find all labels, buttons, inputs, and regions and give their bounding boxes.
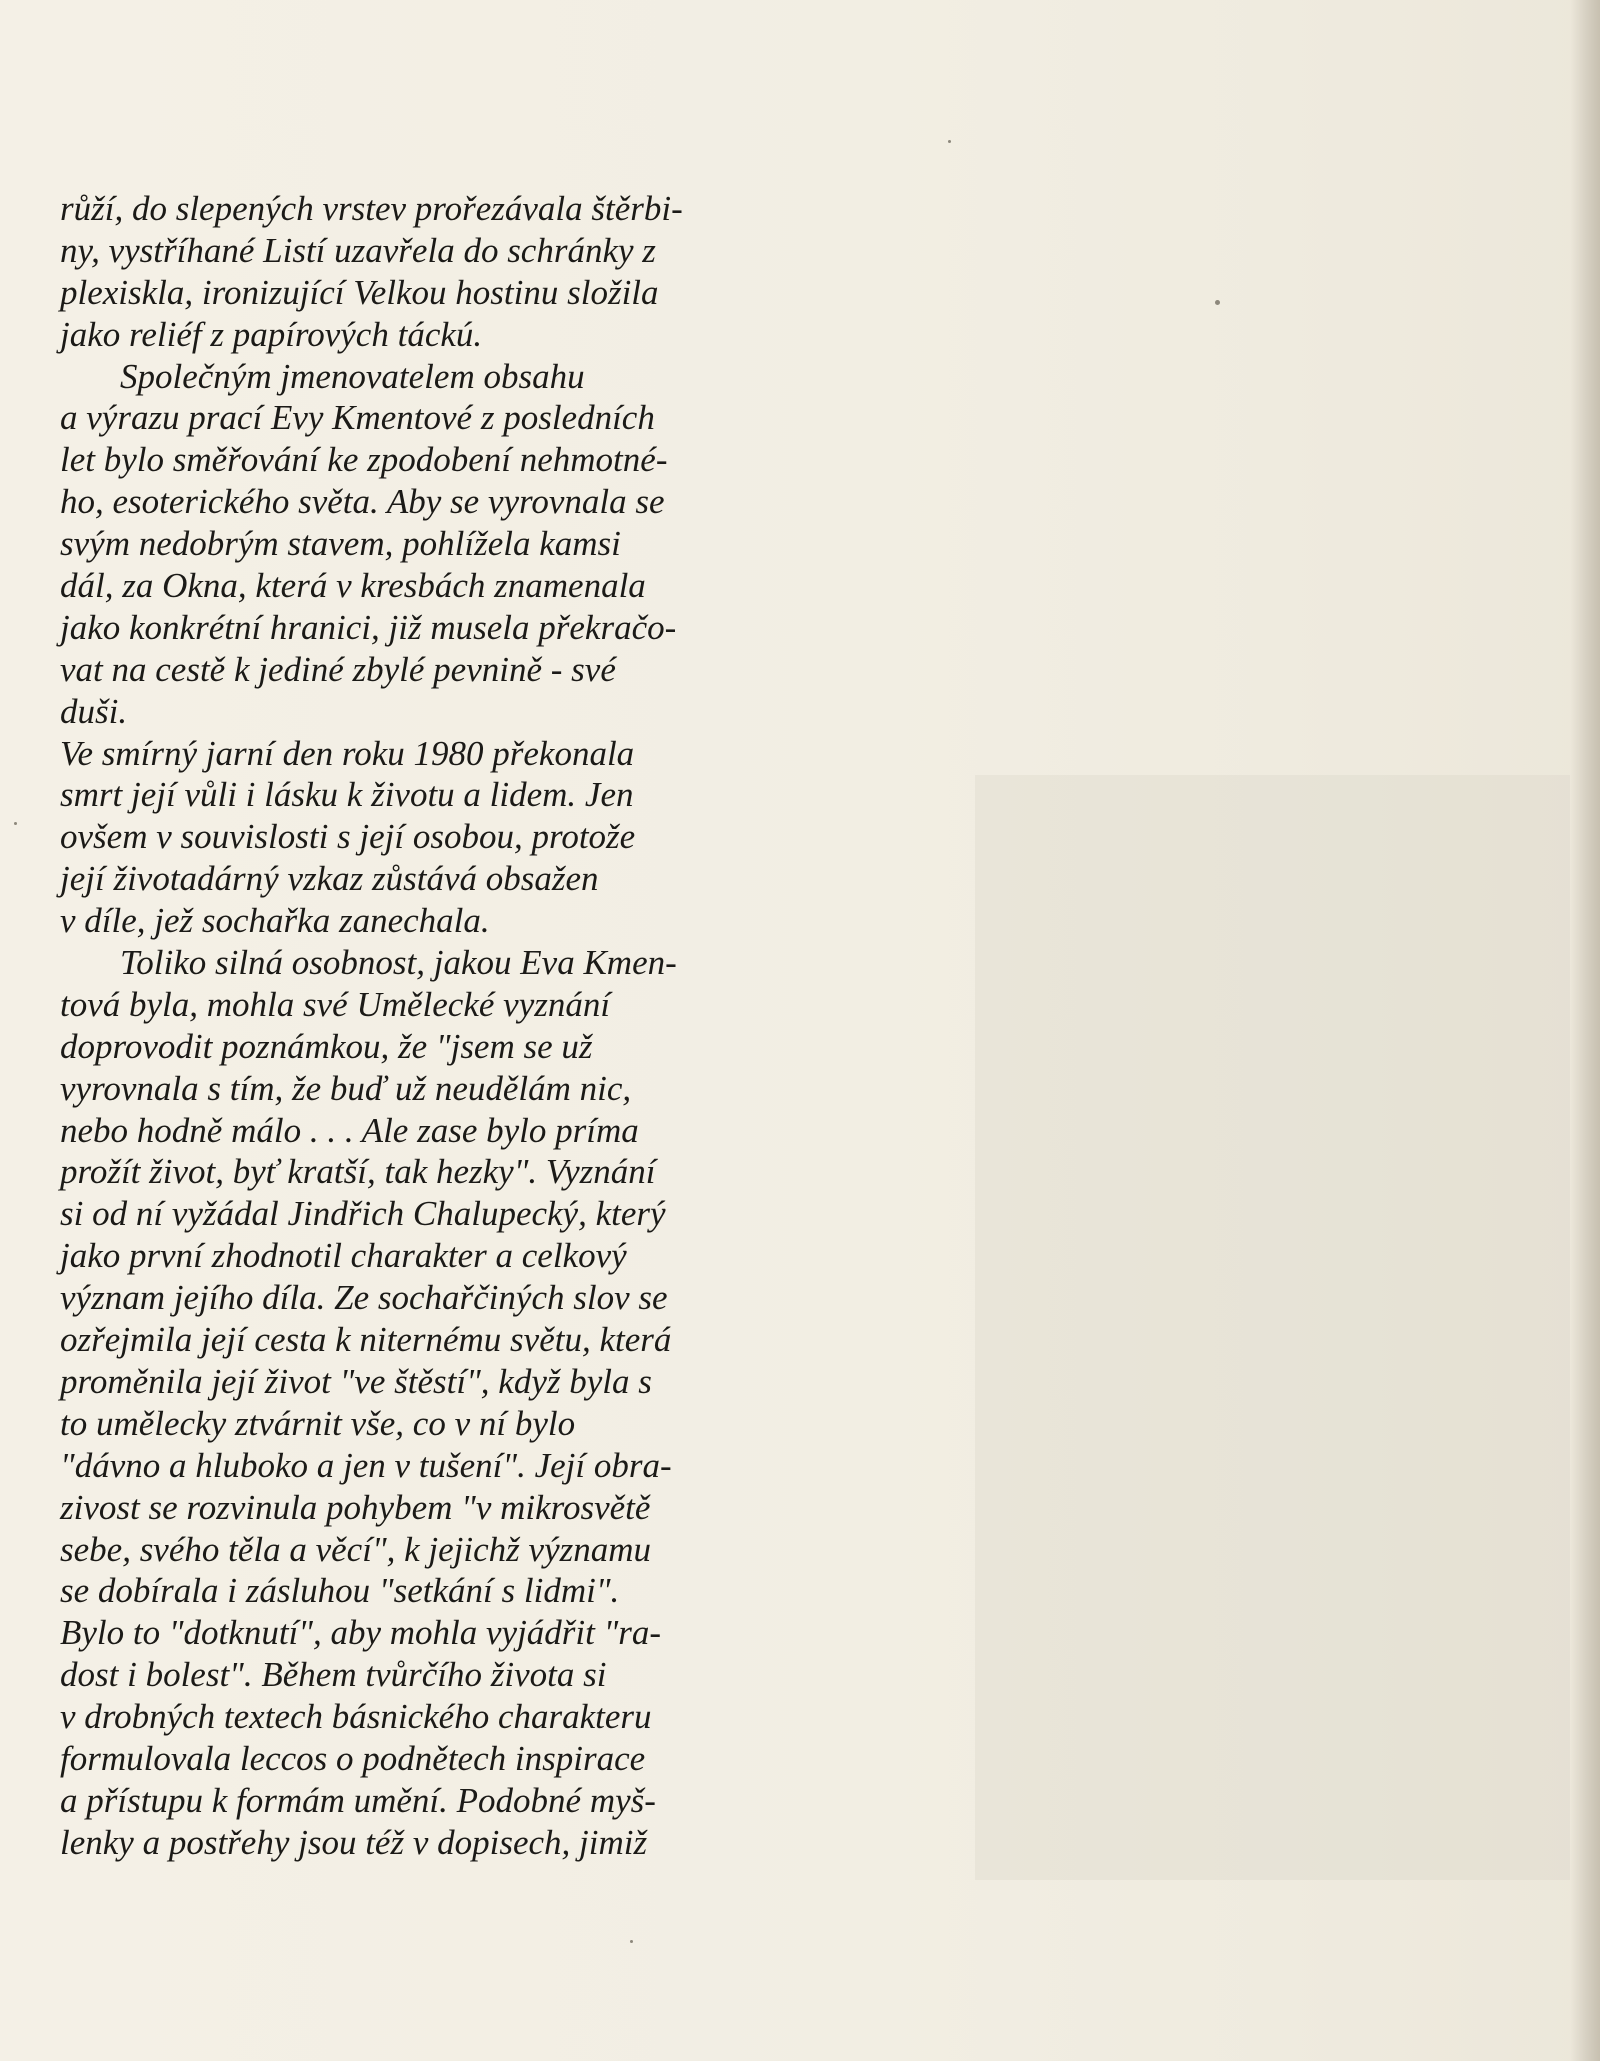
text-line: smrt její vůli i lásku k životu a lidem. Jen — [60, 775, 634, 815]
text-line: jako první zhodnotil charakter a celkový — [60, 1236, 627, 1276]
text-line: nebo hodně málo . . . Ale zase bylo príma — [60, 1110, 639, 1150]
text-line: "dávno a hluboko a jen v tušení". Její obra- — [60, 1445, 672, 1485]
text-line: doprovodit poznámkou, že "jsem se už — [60, 1026, 593, 1066]
text-line: se dobírala i zásluhou "setkání s lidmi". — [60, 1571, 620, 1611]
show-through-image — [975, 775, 1570, 1880]
text-line: v drobných textech básnického charakteru — [60, 1697, 652, 1737]
text-line: svým nedobrým stavem, pohlížela kamsi — [60, 524, 621, 564]
text-line: a výrazu prací Evy Kmentové z posledních — [60, 398, 655, 438]
dust-speck — [630, 1940, 633, 1943]
text-line: Bylo to "dotknutí", aby mohla vyjádřit "ra- — [60, 1613, 662, 1653]
text-line: ho, esoterického světa. Aby se vyrovnala se — [60, 482, 665, 522]
text-line: její životadárný vzkaz zůstává obsažen — [60, 859, 599, 899]
text-line: duši. — [60, 691, 128, 731]
text-line: si od ní vyžádal Jindřich Chalupecký, který — [60, 1194, 666, 1234]
text-line: to umělecky ztvárnit vše, co v ní bylo — [60, 1403, 576, 1443]
text-line: Společným jmenovatelem obsahu — [120, 356, 585, 396]
page-edge-shadow — [1570, 0, 1600, 2061]
text-line: jako konkrétní hranici, již musela překračo- — [60, 607, 677, 647]
text-line: formulovala leccos o podnětech inspirace — [60, 1738, 646, 1778]
text-line: dál, za Okna, která v kresbách znamenala — [60, 566, 646, 606]
text-line: Ve smírný jarní den roku 1980 překonala — [60, 733, 635, 773]
text-line: lenky a postřehy jsou též v dopisech, jimiž — [60, 1822, 648, 1862]
text-line: v díle, jež sochařka zanechala. — [60, 901, 490, 941]
text-line: ozřejmila její cesta k niternému světu, která — [60, 1320, 672, 1360]
text-line: sebe, svého těla a věcí", k jejichž významu — [60, 1529, 652, 1569]
text-line: jako reliéf z papírových táckú. — [60, 314, 483, 354]
text-line: plexiskla, ironizující Velkou hostinu složila — [60, 272, 659, 312]
dust-speck — [948, 140, 951, 143]
text-line: a přístupu k formám umění. Podobné myš- — [60, 1780, 656, 1820]
text-line: tová byla, mohla své Umělecké vyznání — [60, 984, 611, 1024]
text-line: vyrovnala s tím, že buď už neudělám nic, — [60, 1068, 632, 1108]
text-line: dost i bolest". Během tvůrčího života si — [60, 1655, 607, 1695]
body-text — [60, 188, 900, 1864]
text-line: vat na cestě k jediné zbylé pevnině - své — [60, 649, 616, 689]
text-line: ovšem v souvislosti s její osobou, protože — [60, 817, 636, 857]
text-line: zivost se rozvinula pohybem "v mikrosvětě — [60, 1487, 651, 1527]
dust-speck — [14, 822, 17, 825]
dust-speck — [1215, 300, 1220, 305]
text-line: let bylo směřování ke zpodobení nehmotné- — [60, 440, 668, 480]
text-line: Toliko silná osobnost, jakou Eva Kmen- — [120, 943, 677, 983]
text-line: růží, do slepených vrstev prořezávala štěrbi- — [60, 189, 683, 228]
text-line: prožít život, byť kratší, tak hezky". Vyznání — [60, 1152, 656, 1192]
text-line: ny, vystříhané Listí uzavřela do schránky z — [60, 230, 656, 270]
text-line: význam jejího díla. Ze sochařčiných slov se — [60, 1278, 668, 1318]
text-line: proměnila její život "ve štěstí", když byla s — [60, 1361, 652, 1401]
